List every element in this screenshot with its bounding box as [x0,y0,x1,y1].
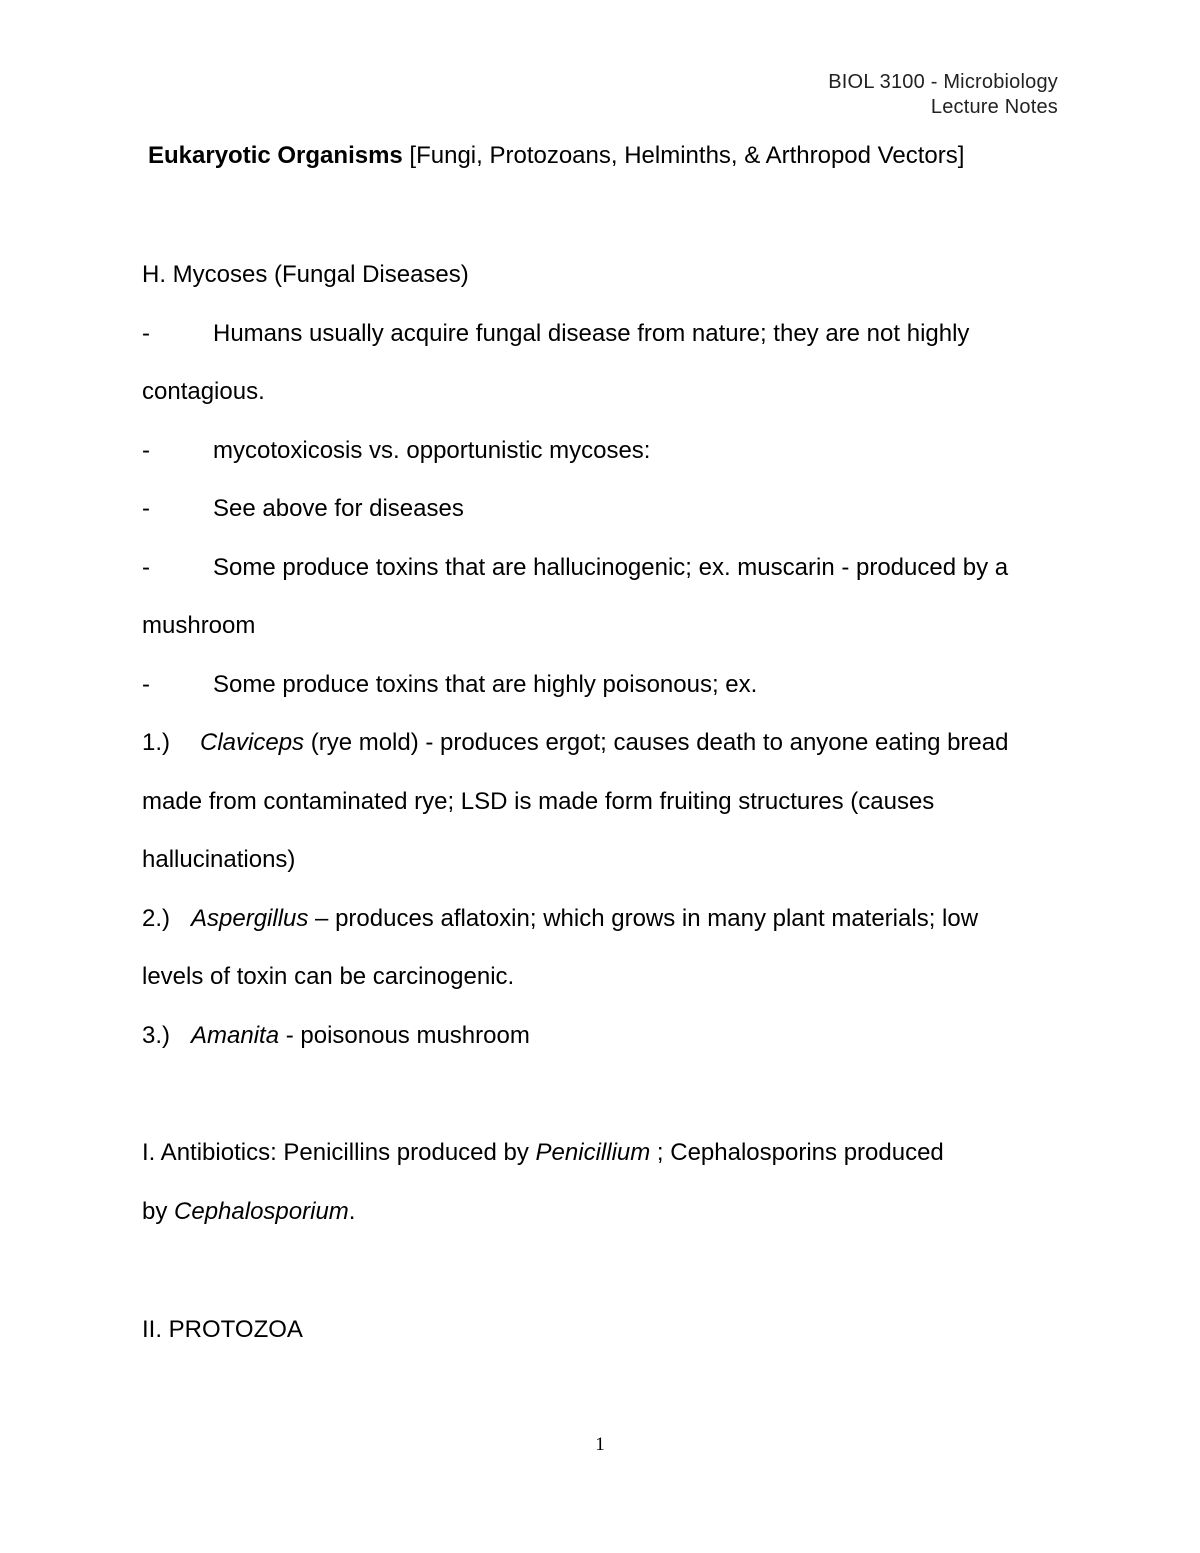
bullet-2 [142,437,650,465]
section-i-genus-1: Penicillium [535,1139,651,1166]
section-i-line-2 [142,1198,355,1226]
section-i-text-4: . [348,1198,356,1225]
bullet-5 [142,671,757,699]
item-2-line-2: levels of toxin can be carcinogenic. [142,963,515,990]
bullet-marker: - [142,437,150,464]
bullet-4-continued: mushroom [142,612,256,639]
header-subtitle: Lecture Notes [930,96,1058,118]
course-title: BIOL 3100 - Microbiology [828,71,1058,93]
page-number: 1 [595,1434,605,1455]
item-1-line-3: hallucinations) [142,846,296,873]
item-1-number: 1.) [142,729,171,756]
bullet-3 [142,495,464,523]
bullet-2-text: mycotoxicosis vs. opportunistic mycoses: [213,437,651,464]
title-rest: [Fungi, Protozoans, Helminths, & Arthropod Vectors] [402,142,965,169]
item-1-text: (rye mold) - produces ergot; causes death to anyone eating bread [304,729,1009,756]
bullet-1-text: Humans usually acquire fungal disease from nature; they are not highly [213,320,970,347]
document-title [148,142,964,170]
section-i-text-1: I. Antibiotics: Penicillins produced by [142,1139,536,1166]
section-ii-heading: II. PROTOZOA [142,1316,303,1343]
bullet-4 [142,554,1008,582]
section-i-genus-2: Cephalosporium [174,1198,349,1225]
title-bold: Eukaryotic Organisms [148,142,403,169]
bullet-5-text: Some produce toxins that are highly poisonous; ex. [213,671,758,698]
bullet-marker: - [142,495,150,522]
page-header [828,70,1058,120]
item-3-text: - poisonous mushroom [279,1022,530,1049]
item-3 [142,1022,530,1050]
item-2 [142,905,978,933]
bullet-marker: - [142,554,150,581]
section-i-text-3: by [142,1198,175,1225]
section-i-text-2: ; Cephalosporins produced [650,1139,944,1166]
bullet-4-text: Some produce toxins that are hallucinogenic; ex. muscarin - produced by a [213,554,1009,581]
item-2-text: – produces aflatoxin; which grows in many plant materials; low [308,905,979,932]
item-1 [142,729,1008,757]
item-1-genus: Claviceps [200,729,305,756]
bullet-1-continued: contagious. [142,378,265,405]
bullet-marker: - [142,671,150,698]
item-2-genus: Aspergillus [191,905,309,932]
bullet-1 [142,320,969,348]
item-2-number: 2.) [142,905,171,932]
section-h-heading: H. Mycoses (Fungal Diseases) [142,261,469,288]
section-i-line-1 [142,1139,944,1167]
item-3-genus: Amanita [191,1022,280,1049]
bullet-marker: - [142,320,150,347]
bullet-3-text: See above for diseases [213,495,464,522]
item-3-number: 3.) [142,1022,171,1049]
item-1-line-2: made from contaminated rye; LSD is made form fruiting structures (causes [142,788,935,815]
